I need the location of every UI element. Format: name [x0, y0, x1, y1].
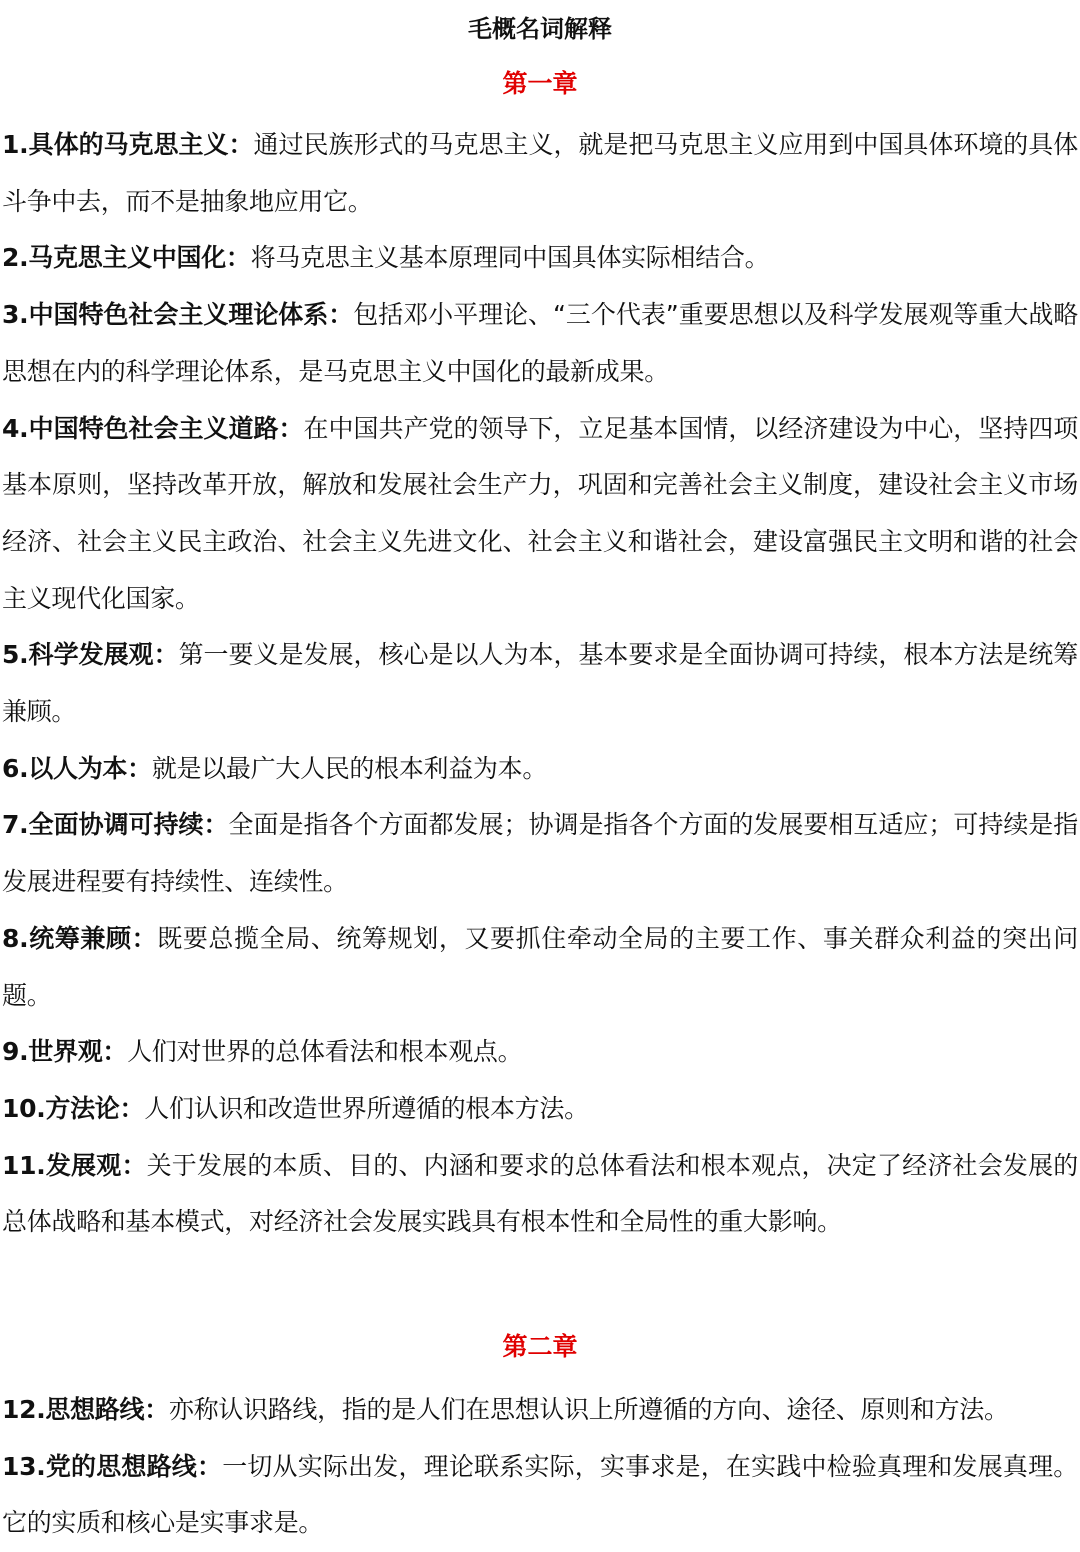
entry-term: 具体的马克思主义 — [28, 130, 229, 159]
document-title: 毛概名词解释 — [468, 15, 612, 43]
term-entry — [2, 117, 1078, 230]
entry-number: 13. — [2, 1451, 46, 1481]
entry-definition: 全面是指各个方面都发展；协调是指各个方面的发展要相互适应；可持续是指发展进程要有持续性、连续性。 — [2, 810, 1078, 897]
term-entry — [2, 401, 1078, 628]
term-entry — [2, 287, 1078, 400]
entry-term: 方法论 — [45, 1093, 120, 1123]
entry-colon: ： — [131, 923, 158, 953]
entry-term: 以人为本 — [28, 753, 128, 783]
entry-number: 4. — [2, 413, 29, 443]
entry-number: 1. — [2, 130, 29, 159]
entry-definition: 在中国共产党的领导下，立足基本国情，以经济建设为中心，坚持四项基本原则，坚持改革开放，解放和发展社会生产力，巩固和完善社会主义制度，建设社会主义市场经济、社会主义民主政治、社会主义先进文化、社会主义和谐社会，建设富强民主文明和谐的社会主义现代化国家。 — [2, 413, 1078, 613]
entry-definition: 将马克思主义基本原理同中国具体实际相结合。 — [250, 243, 770, 273]
entry-colon: ： — [203, 810, 229, 840]
entry-term: 党的思想路线 — [45, 1451, 197, 1481]
term-entry — [2, 1439, 1078, 1552]
entry-term: 全面协调可持续 — [28, 810, 204, 840]
chapter-1-entries — [2, 117, 1078, 1251]
entry-definition: 通过民族形式的马克思主义，就是把马克思主义应用到中国具体环境的具体斗争中去，而不是抽象地应用它。 — [2, 130, 1078, 216]
entry-term: 思想路线 — [45, 1395, 145, 1425]
entry-term: 世界观 — [28, 1037, 103, 1067]
entry-colon: ： — [225, 243, 251, 273]
entry-number: 2. — [2, 243, 29, 273]
entry-number: 12. — [2, 1395, 46, 1425]
term-entry — [2, 1081, 1078, 1138]
entry-definition: 一切从实际出发，理论联系实际，实事求是，在实践中检验真理和发展真理。它的实质和核心是实事求是。 — [2, 1451, 1079, 1538]
entry-colon: ： — [127, 753, 152, 783]
entry-colon: ： — [278, 413, 304, 443]
entry-colon: ： — [153, 640, 179, 670]
entry-term: 中国特色社会主义理论体系 — [28, 300, 329, 330]
entry-colon: ： — [328, 300, 354, 330]
chapter-2-title: 第二章 — [502, 1332, 578, 1362]
entry-number: 3. — [2, 300, 29, 330]
entry-number: 7. — [2, 810, 29, 840]
entry-definition: 关于发展的本质、目的、内涵和要求的总体看法和根本观点，决定了经济社会发展的总体战略和基本模式，对经济社会发展实践具有根本性和全局性的重大影响。 — [2, 1150, 1078, 1237]
entry-number: 8. — [2, 923, 29, 953]
entry-term: 统筹兼顾 — [28, 923, 132, 953]
term-entry — [2, 1138, 1078, 1251]
entry-colon: ： — [102, 1037, 128, 1067]
entry-colon: ： — [228, 130, 254, 159]
entry-definition: 就是以最广大人民的根本利益为本。 — [151, 753, 548, 783]
entry-number: 11. — [2, 1150, 46, 1180]
entry-term: 马克思主义中国化 — [28, 243, 226, 273]
term-entry — [2, 627, 1078, 740]
entry-colon: ： — [197, 1451, 223, 1481]
entry-term: 中国特色社会主义道路 — [28, 413, 279, 443]
term-entry — [2, 1024, 1078, 1081]
term-entry — [2, 797, 1078, 910]
term-entry — [2, 741, 1078, 798]
term-entry — [2, 911, 1078, 1024]
entry-number: 9. — [2, 1037, 29, 1067]
entry-term: 科学发展观 — [28, 640, 154, 670]
entry-definition: 人们认识和改造世界所遵循的根本方法。 — [144, 1093, 589, 1123]
entry-colon: ： — [121, 1150, 147, 1180]
entry-definition: 既要总揽全局、统筹规划，又要抓住牵动全局的主要工作、事关群众利益的突出问题。 — [2, 923, 1078, 1010]
term-entry — [2, 1382, 1078, 1439]
entry-number: 6. — [2, 753, 29, 783]
entry-definition: 包括邓小平理论、“三个代表”重要思想以及科学发展观等重大战略思想在内的科学理论体系，是马克思主义中国化的最新成果。 — [2, 300, 1079, 386]
chapter-1-title: 第一章 — [502, 69, 578, 98]
entry-definition: 第一要义是发展，核心是以人为本，基本要求是全面协调可持续，根本方法是统筹兼顾。 — [2, 640, 1078, 727]
entry-term: 发展观 — [45, 1150, 122, 1180]
entry-colon: ： — [144, 1395, 169, 1425]
entry-number: 5. — [2, 640, 29, 670]
entry-colon: ： — [119, 1093, 145, 1123]
entry-definition: 人们对世界的总体看法和根本观点。 — [127, 1037, 523, 1067]
term-entry — [2, 230, 1078, 287]
entry-definition: 亦称认识路线，指的是人们在思想认识上所遵循的方向、途径、原则和方法。 — [168, 1395, 1009, 1425]
entry-number: 10. — [2, 1093, 46, 1123]
